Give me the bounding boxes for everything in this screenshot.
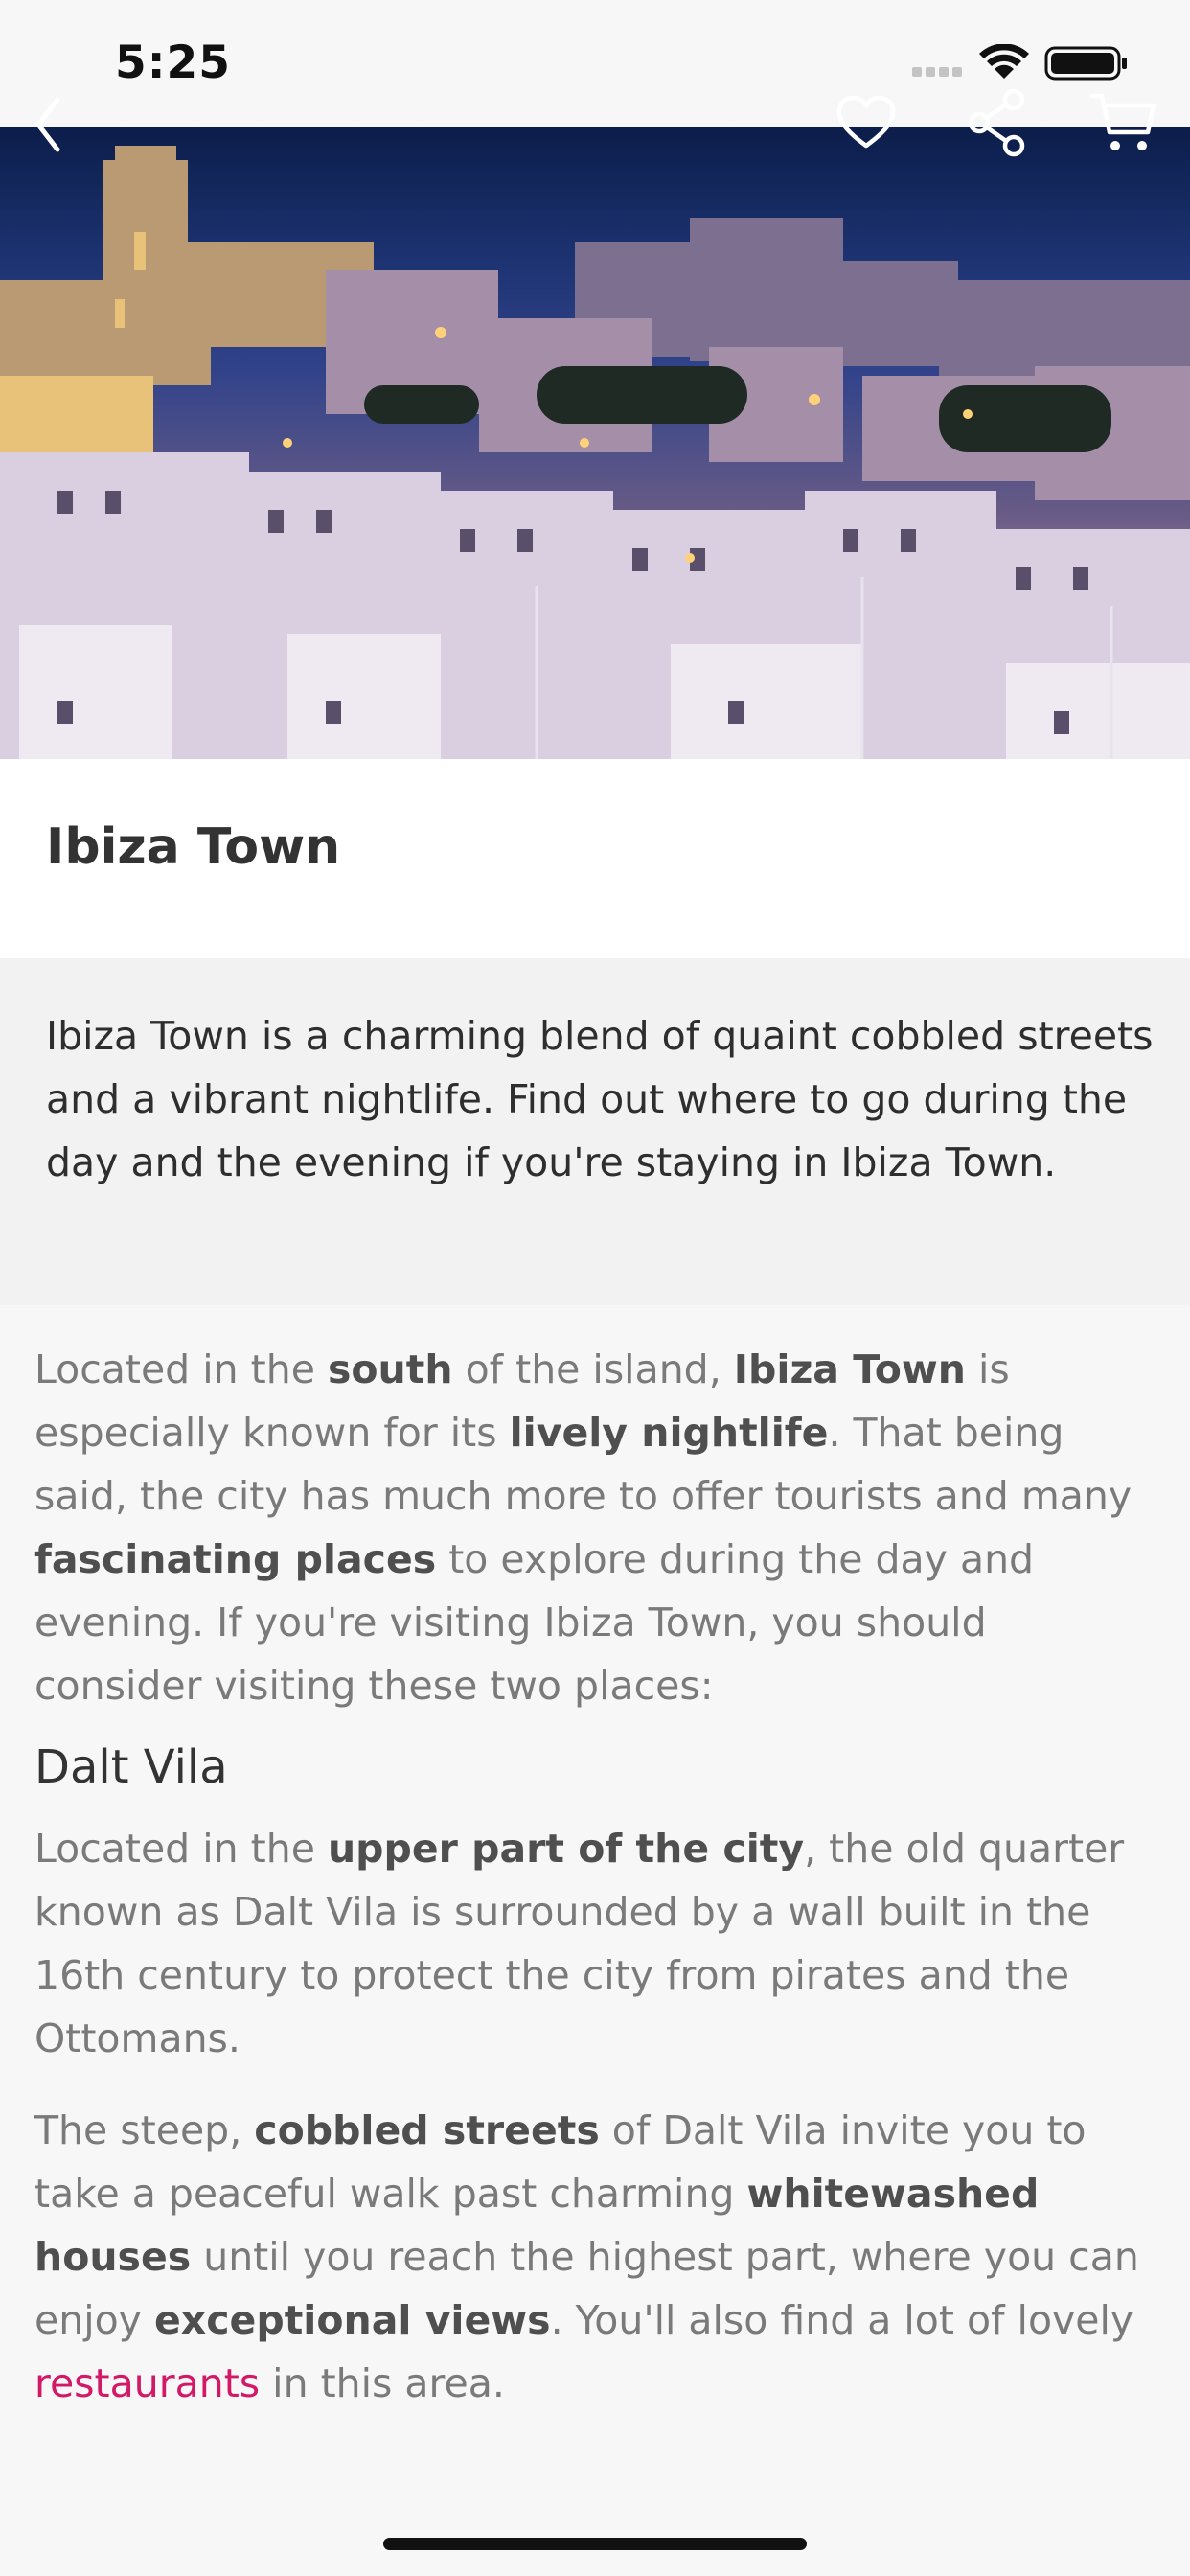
text: . That being said, the city has much more to offer tourists and many bbox=[34, 1410, 1133, 1519]
text: of the island, bbox=[452, 1346, 734, 1392]
bold-text: lively nightlife bbox=[509, 1410, 829, 1456]
paragraph-overview bbox=[34, 1338, 1165, 1717]
top-nav bbox=[0, 86, 1190, 163]
bold-text: upper part of the city bbox=[327, 1826, 805, 1872]
signal-icon bbox=[912, 67, 962, 77]
status-icons bbox=[912, 44, 1133, 86]
status-time: 5:25 bbox=[115, 36, 231, 89]
wifi-icon bbox=[979, 44, 1029, 79]
hero-image bbox=[0, 126, 1190, 759]
intro-section bbox=[0, 958, 1190, 1305]
text: The steep, bbox=[34, 2107, 255, 2153]
heart-icon[interactable] bbox=[835, 94, 897, 151]
back-icon[interactable] bbox=[29, 94, 67, 155]
section-heading: Dalt Vila bbox=[34, 1740, 228, 1794]
bold-text: exceptional views bbox=[153, 2297, 551, 2343]
bold-text: Ibiza Town bbox=[733, 1346, 966, 1392]
bold-text: south bbox=[327, 1346, 453, 1392]
paragraph-dalt-vila bbox=[34, 1817, 1165, 2070]
cart-icon[interactable] bbox=[1088, 90, 1159, 157]
text: of Dalt Vila invite you to take a peaceful walk past charming bbox=[34, 2107, 1087, 2217]
text: , the old quarter known as Dalt Vila is surrounded by a wall built in the 16th century to protect the city from pirates and the Ottomans. bbox=[34, 1826, 1125, 2061]
paragraph-streets bbox=[34, 2099, 1165, 2415]
bold-text: fascinating places bbox=[34, 1536, 437, 1582]
article-body bbox=[34, 1305, 1165, 2415]
status-icons-svg bbox=[912, 44, 1133, 82]
ibiza-town-illustration bbox=[0, 126, 1190, 759]
share-icon[interactable] bbox=[964, 86, 1031, 157]
text: to explore during the day and evening. If you're visiting Ibiza Town, you should consider visiting these two places: bbox=[34, 1536, 1035, 1709]
text: in this area. bbox=[260, 2360, 505, 2406]
intro-text: Ibiza Town is a charming blend of quaint cobbled streets and a vibrant nightlife. Find out where to go during the day and the evening if you're staying in Ibiza Town. bbox=[46, 1013, 1154, 1185]
text: is especially known for its bbox=[34, 1346, 1010, 1456]
text: until you reach the highest part, where you can enjoy bbox=[34, 2234, 1139, 2343]
bold-text: whitewashed houses bbox=[34, 2171, 1040, 2280]
text: . You'll also find a lot of lovely bbox=[550, 2297, 1134, 2343]
text: Located in the bbox=[34, 1826, 328, 1872]
home-indicator[interactable] bbox=[383, 2538, 807, 2550]
title-section bbox=[0, 759, 1190, 958]
bold-text: cobbled streets bbox=[254, 2107, 600, 2153]
battery-icon bbox=[1046, 48, 1127, 79]
text: Located in the bbox=[34, 1346, 328, 1392]
page-title: Ibiza Town bbox=[46, 818, 341, 876]
restaurants-link[interactable]: restaurants bbox=[34, 2360, 261, 2406]
